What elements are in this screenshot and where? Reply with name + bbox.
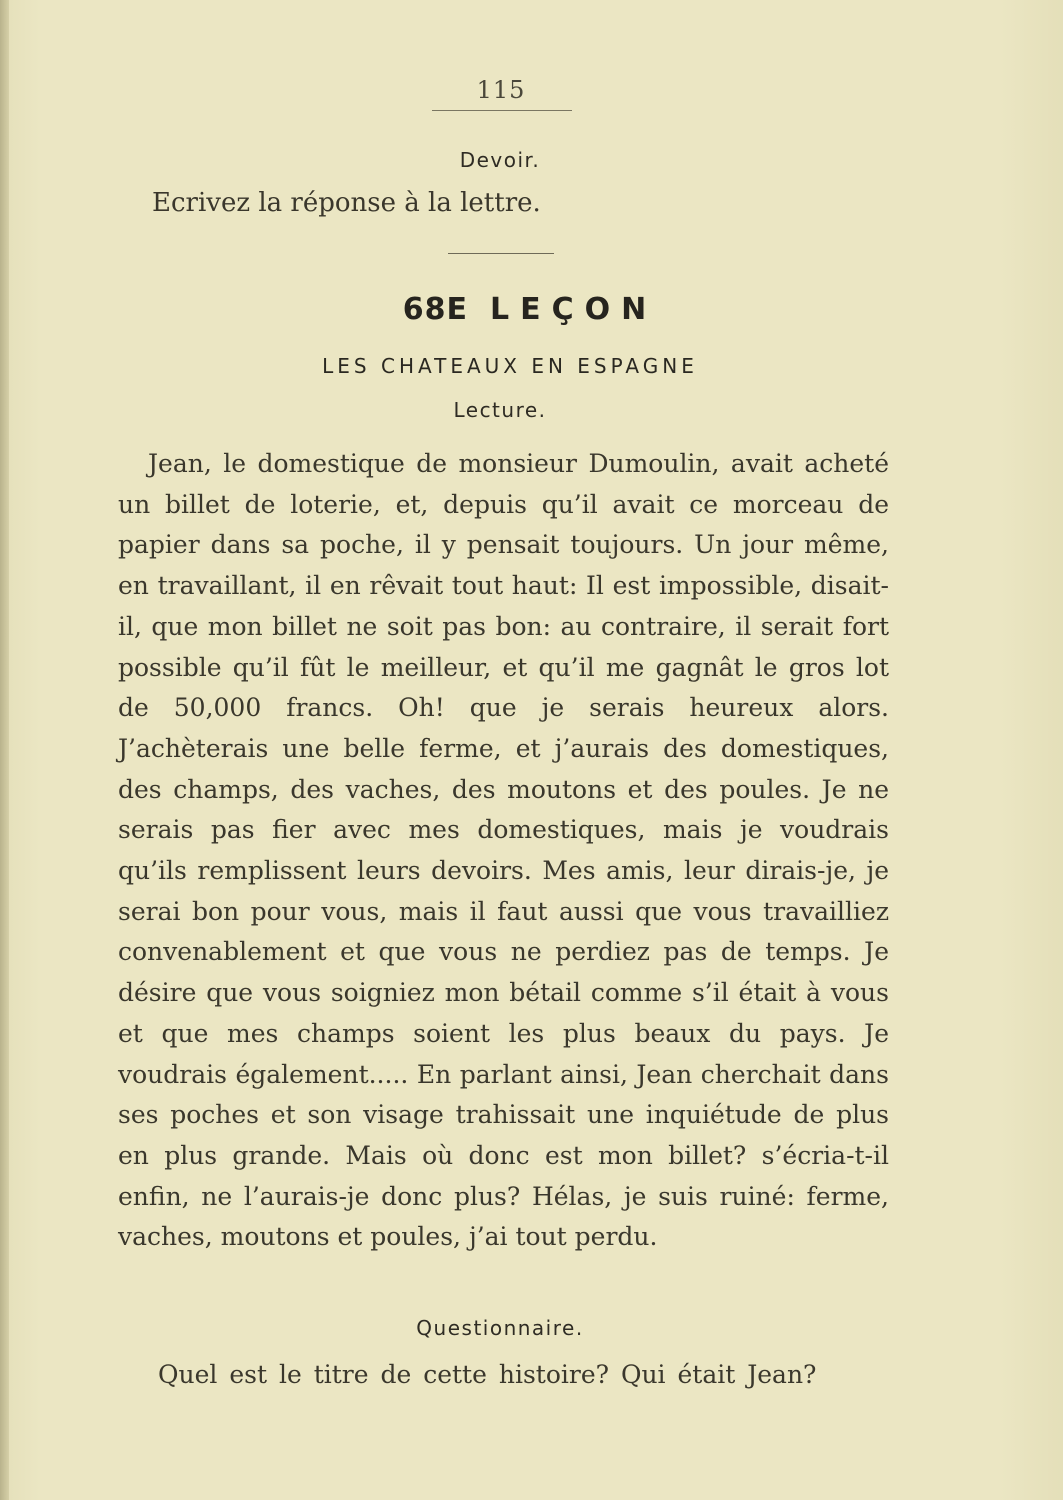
lesson-word: LEÇON — [490, 292, 658, 327]
page-number-rule — [432, 110, 572, 111]
reading-passage — [118, 444, 889, 1258]
questionnaire-heading: Questionnaire. — [416, 1316, 584, 1340]
lesson-number: 68E — [402, 292, 468, 327]
questionnaire-question: Quel est le titre de cette histoire? Qui était Jean? — [158, 1360, 817, 1389]
reading-heading: Lecture. — [453, 398, 547, 422]
reading-paragraph: Jean, le domestique de monsieur Dumoulin, avait acheté un billet de loterie, et, depuis qu’il avait ce morceau de papier dans sa poche, il y pensait toujours. Un jour même, en travaillant, il en rêvait tout haut: Il est impossible, disait-il, que mon billet ne soit pas bon: au contraire, il serait fort possible qu’il fût le meilleur, et qu’il me gagnât le gros lot de 50,000 francs. Oh! que je serais heureux alors. J’achèterais une belle ferme, et j’aurais des domestiques, des champs, des vaches, des moutons et des poules. Je ne serais pas fier avec mes domestiques, mais je voudrais qu’ils remplissent leurs devoirs. Mes amis, leur dirais-je, je serai bon pour vous, mais il faut aussi que vous travailliez convenablement et que vous ne perdiez pas de temps. Je désire que vous soigniez mon bétail comme s’il était à vous et que mes champs soient les plus beaux du pays. Je voudrais également..... En parlant ainsi, Jean cherchait dans ses poches et son visage trahissait une inquiétude de plus en plus grande. Mais où donc est mon billet? s’écria-t-il enfin, ne l’aurais-je donc plus? Hélas, je suis ruiné: ferme, vaches, moutons et poules, j’ai tout perdu. — [118, 449, 889, 1252]
lesson-subtitle: LES CHATEAUX EN ESPAGNE — [322, 354, 698, 378]
lesson-title — [300, 292, 760, 327]
devoir-instruction: Ecrivez la réponse à la lettre. — [152, 188, 541, 218]
page-number: 115 — [476, 76, 526, 104]
devoir-heading: Devoir. — [459, 148, 541, 172]
section-divider — [448, 253, 554, 254]
page-binding-edge — [0, 0, 9, 1500]
